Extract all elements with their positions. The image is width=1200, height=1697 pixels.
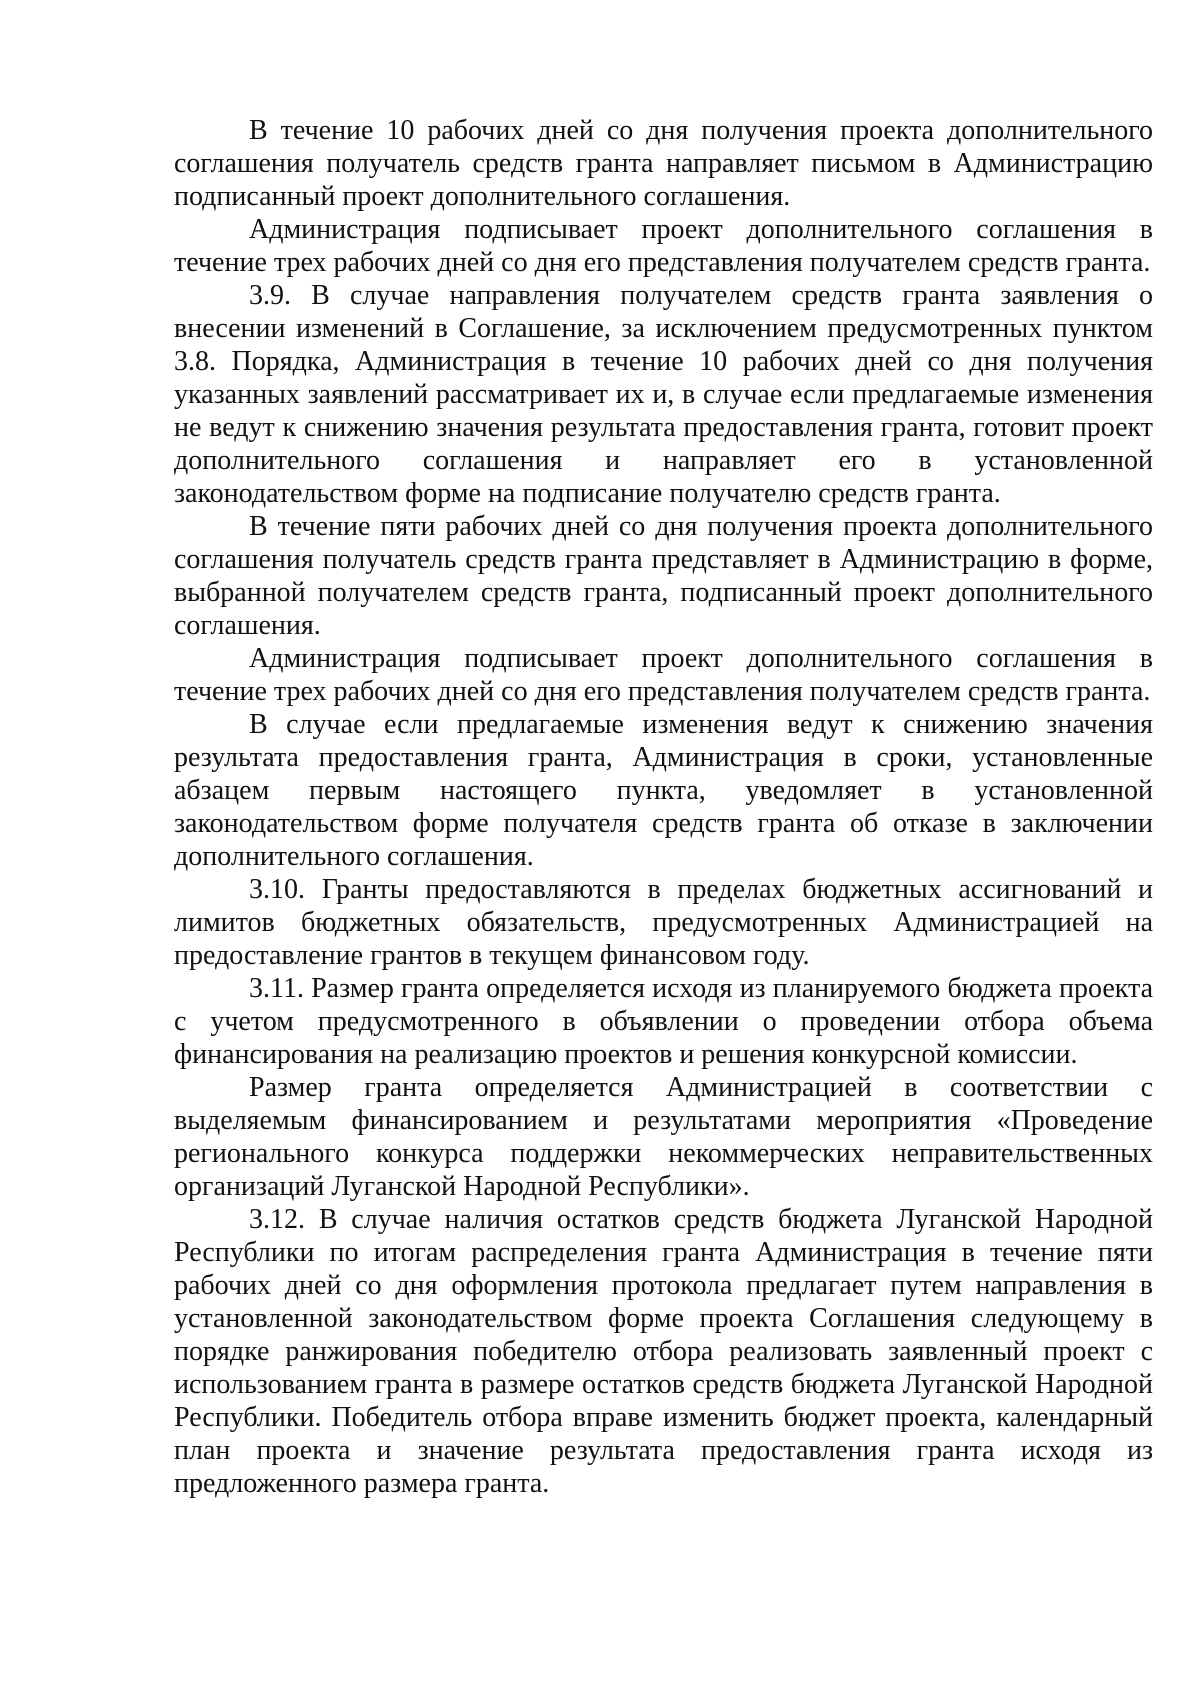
paragraph-1: В течение 10 рабочих дней со дня получения проекта дополнительного соглашения получатель средств гранта направляет письмом в Администрацию подписанный проект дополнительного соглашения. xyxy=(174,115,1153,212)
paragraph-5: Администрация подписывает проект дополнительного соглашения в течение трех рабочих дней со дня его представления получателем средств гранта. xyxy=(174,643,1153,707)
document-page xyxy=(174,114,1153,1500)
paragraph-3-12: 3.12. В случае наличия остатков средств бюджета Луганской Народной Республики по итогам распределения гранта Администрация в течение пяти рабочих дней со дня оформления протокола предлагает путем направления в установленной законодательством форме проекта Соглашения следующему в порядке ранжирования победителю отбора реализовать заявленный проект с использованием гранта в размере остатков средств бюджета Луганской Народной Республики. Победитель отбора вправе изменить бюджет проекта, календарный план проекта и значение результата предоставления гранта исходя из предложенного размера гранта. xyxy=(174,1204,1153,1499)
paragraph-4: В течение пяти рабочих дней со дня получения проекта дополнительного соглашения получатель средств гранта представляет в Администрацию в форме, выбранной получателем средств гранта, подписанный проект дополнительного соглашения. xyxy=(174,511,1153,641)
paragraph-3-10: 3.10. Гранты предоставляются в пределах бюджетных ассигнований и лимитов бюджетных обязательств, предусмотренных Администрацией на предоставление грантов в текущем финансовом году. xyxy=(174,874,1153,971)
paragraph-9: Размер гранта определяется Администрацией в соответствии с выделяемым финансированием и результатами мероприятия «Проведение регионального конкурса поддержки некоммерческих неправительственных организаций Луганской Народной Республики». xyxy=(174,1072,1153,1202)
paragraph-2: Администрация подписывает проект дополнительного соглашения в течение трех рабочих дней со дня его представления получателем средств гранта. xyxy=(174,214,1153,278)
paragraph-3-11: 3.11. Размер гранта определяется исходя из планируемого бюджета проекта с учетом предусмотренного в объявлении о проведении отбора объема финансирования на реализацию проектов и решения конкурсной комиссии. xyxy=(174,973,1153,1070)
paragraph-6: В случае если предлагаемые изменения ведут к снижению значения результата предоставления гранта, Администрация в сроки, установленные абзацем первым настоящего пункта, уведомляет в установленной законодательством форме получателя средств гранта об отказе в заключении дополнительного соглашения. xyxy=(174,709,1153,872)
paragraph-3-9: 3.9. В случае направления получателем средств гранта заявления о внесении изменений в Соглашение, за исключением предусмотренных пунктом 3.8. Порядка, Администрация в течение 10 рабочих дней со дня получения указанных заявлений рассматривает их и, в случае если предлагаемые изменения не ведут к снижению значения результата предоставления гранта, готовит проект дополнительного соглашения и направляет его в установленной законодательством форме на подписание получателю средств гранта. xyxy=(174,280,1153,509)
